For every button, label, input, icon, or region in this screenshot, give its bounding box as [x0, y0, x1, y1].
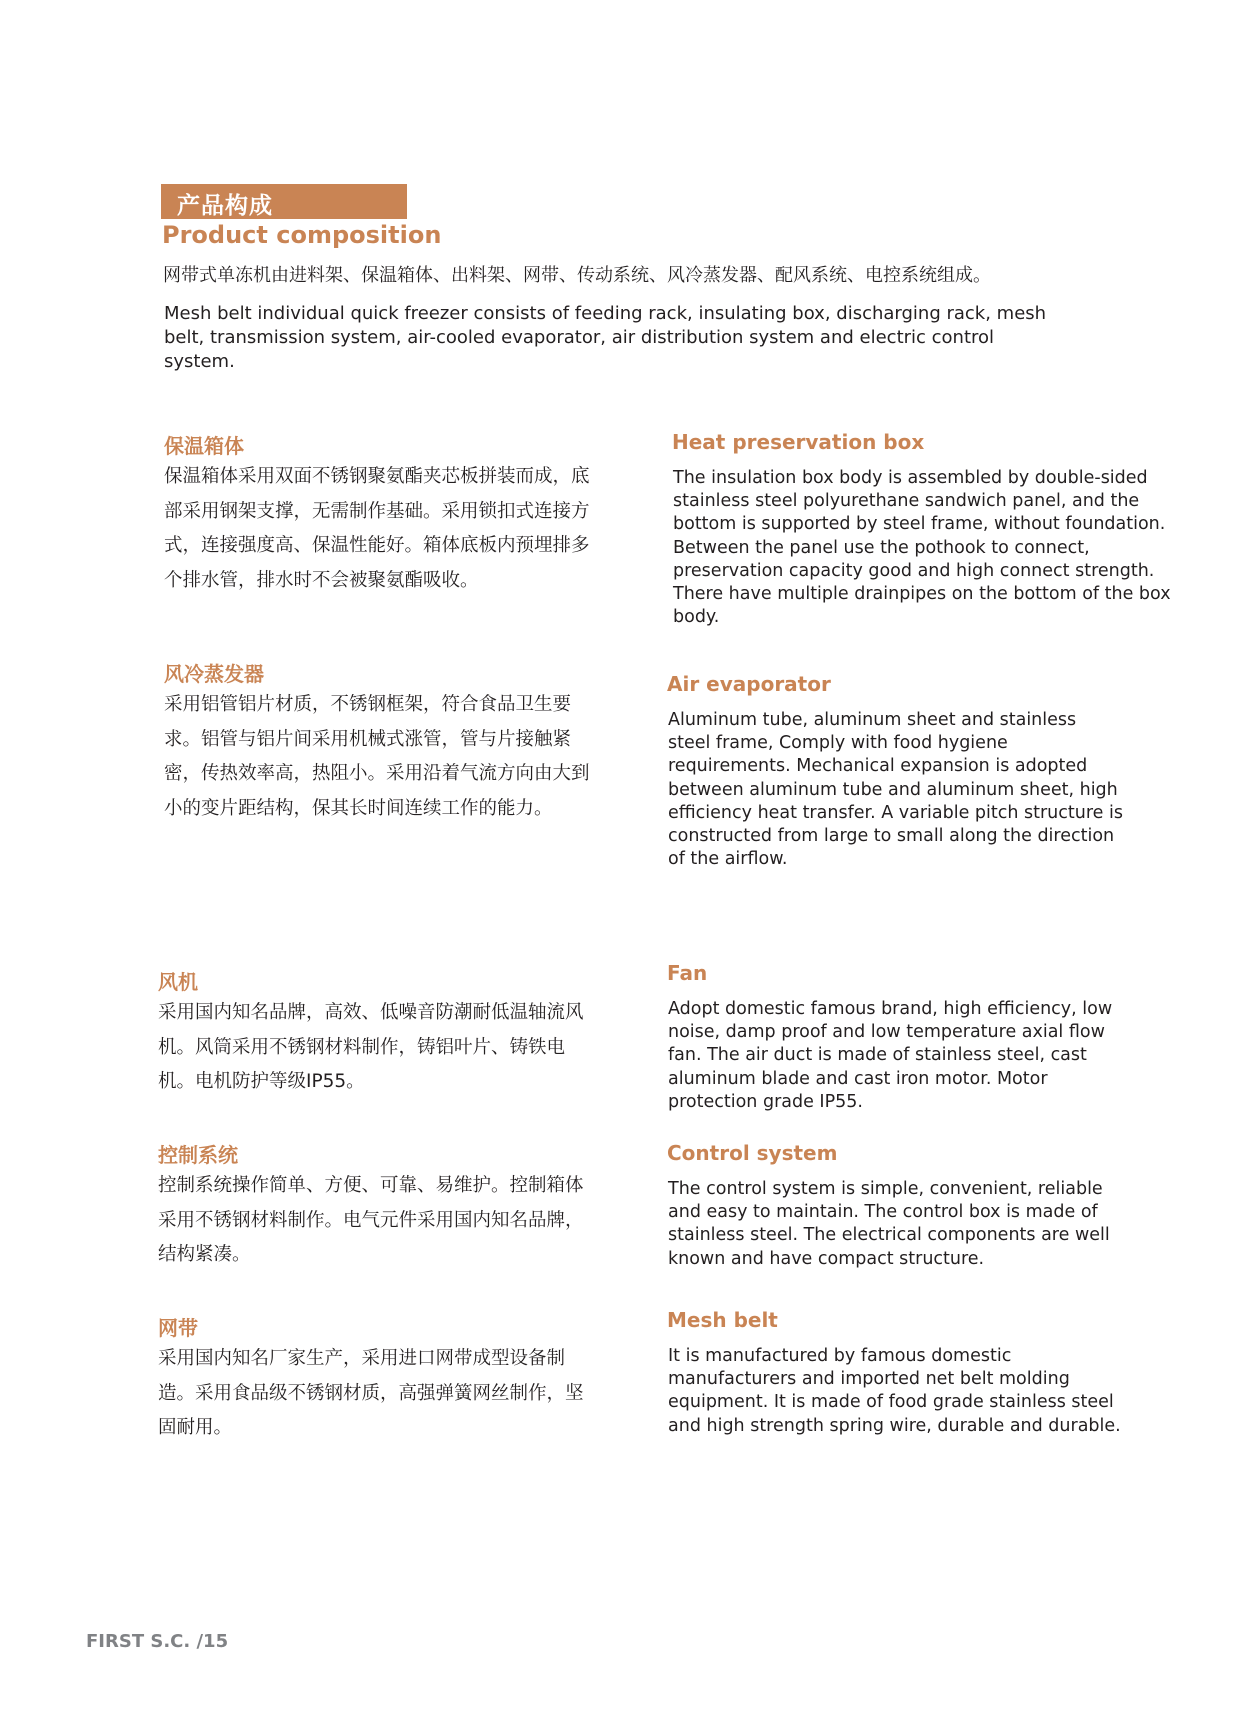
- page-title: Product composition: [162, 221, 442, 249]
- evaporator-text-en: Aluminum tube, aluminum sheet and stainless steel frame, Comply with food hygiene requirements. Mechanical expansion is adopted between aluminum tube and aluminum sheet, high efficiency heat transfer. A variable pitch structure is constructed from large to small along the direction of the airflow.: [668, 710, 1123, 870]
- fan-text-zh: 采用国内知名品牌，高效、低噪音防潮耐低温轴流风机。风筒采用不锈钢材料制作，铸铝叶片、铸铁电机。电机防护等级IP55。: [158, 1002, 584, 1092]
- heat-box-text-en: The insulation box body is assembled by double-sided stainless steel polyurethane sandwich panel, and the bottom is supported by steel frame, without foundation. Between the panel use the pothook to connect, preservation capacity good and high connect strength. There have multiple drainpipes on the bottom of the box body.: [673, 468, 1171, 628]
- heat-box-title-zh: 保温箱体: [164, 434, 244, 458]
- fan-title-zh: 风机: [158, 970, 198, 994]
- badge-title-zh: 产品构成: [177, 193, 273, 219]
- evaporator-title-zh: 风冷蒸发器: [164, 662, 264, 686]
- mesh-belt-title-en: Mesh belt: [667, 1308, 778, 1332]
- control-text-en: The control system is simple, convenient, reliable and easy to maintain. The control box is made of stainless steel. The electrical components are well known and have compact structure.: [668, 1179, 1110, 1269]
- control-title-en: Control system: [667, 1141, 838, 1165]
- heat-box-text-zh: 保温箱体采用双面不锈钢聚氨酯夹芯板拼装而成，底部采用钢架支撑，无需制作基础。采用锁扣式连接方式，连接强度高、保温性能好。箱体底板内预埋排多个排水管，排水时不会被聚氨酯吸收。: [164, 466, 590, 591]
- section-badge: [161, 184, 407, 219]
- fan-text-en: Adopt domestic famous brand, high efficiency, low noise, damp proof and low temperature axial flow fan. The air duct is made of stainless steel, cast aluminum blade and cast iron motor. Motor protection grade IP55.: [668, 999, 1113, 1112]
- evaporator-title-en: Air evaporator: [667, 672, 831, 696]
- control-title-zh: 控制系统: [158, 1143, 238, 1167]
- mesh-belt-text-en: It is manufactured by famous domestic manufacturers and imported net belt molding equipment. It is made of food grade stainless steel and high strength spring wire, durable and durable.: [668, 1346, 1121, 1436]
- page-footer: FIRST S.C. /15: [86, 1631, 229, 1652]
- intro-zh: 网带式单冻机由进料架、保温箱体、出料架、网带、传动系统、风冷蒸发器、配风系统、电控系统组成。: [163, 265, 991, 286]
- intro-en: Mesh belt individual quick freezer consists of feeding rack, insulating box, discharging rack, mesh belt, transmission system, air-cooled evaporator, air distribution system and electric control system.: [164, 303, 1047, 372]
- mesh-belt-text-zh: 采用国内知名厂家生产，采用进口网带成型设备制造。采用食品级不锈钢材质，高强弹簧网丝制作，坚固耐用。: [158, 1348, 584, 1438]
- fan-title-en: Fan: [667, 961, 708, 985]
- heat-box-title-en: Heat preservation box: [672, 430, 925, 454]
- control-text-zh: 控制系统操作简单、方便、可靠、易维护。控制箱体采用不锈钢材料制作。电气元件采用国内知名品牌，结构紧凑。: [158, 1175, 584, 1265]
- evaporator-text-zh: 采用铝管铝片材质，不锈钢框架，符合食品卫生要求。铝管与铝片间采用机械式涨管，管与片接触紧密，传热效率高，热阻小。采用沿着气流方向由大到小的变片距结构，保其长时间连续工作的能力。: [164, 694, 590, 819]
- mesh-belt-title-zh: 网带: [158, 1316, 198, 1340]
